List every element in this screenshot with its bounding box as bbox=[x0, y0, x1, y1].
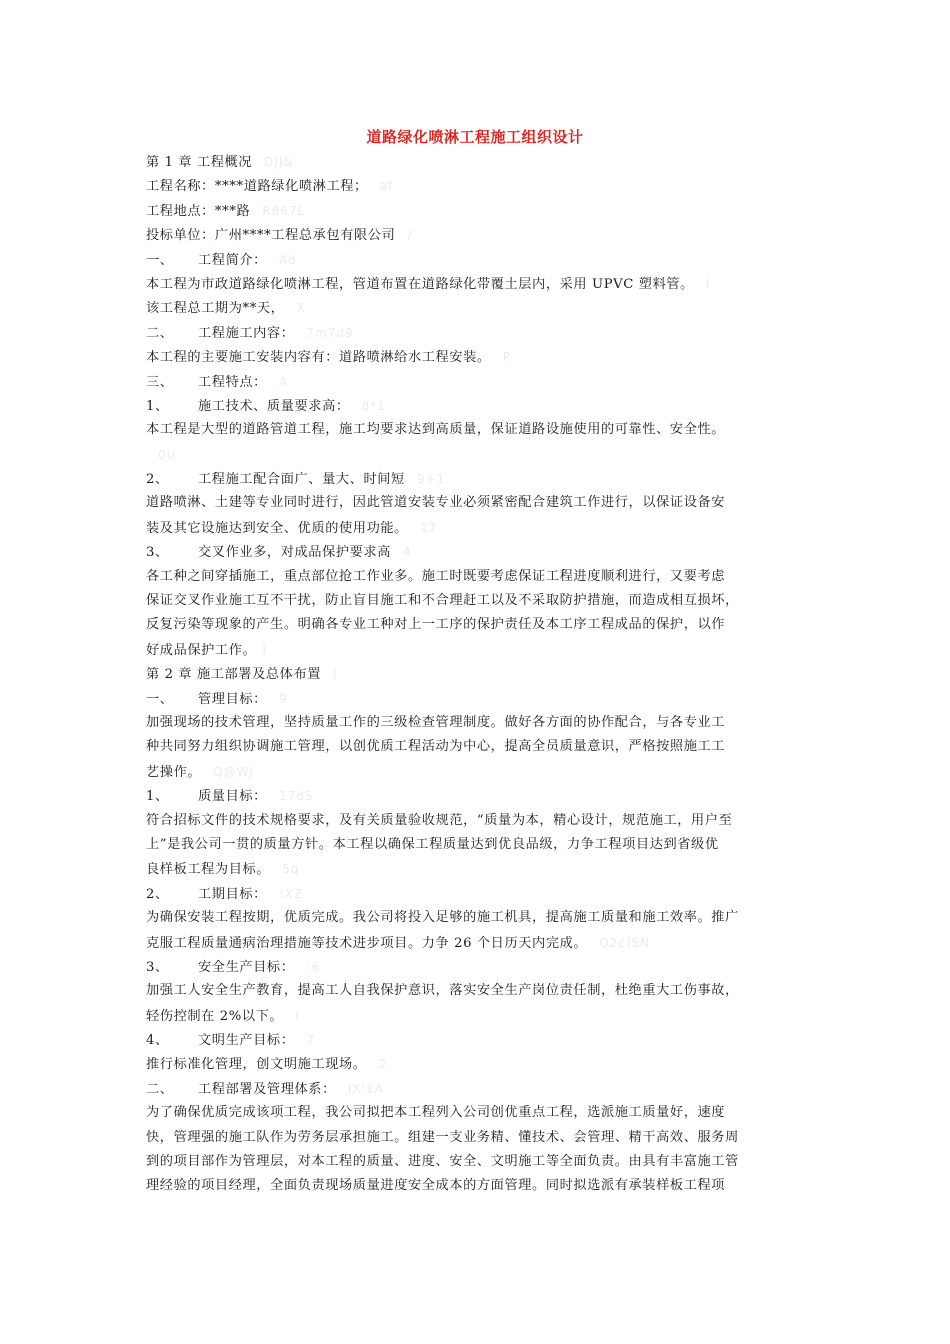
text-line bbox=[146, 1101, 810, 1125]
line-text: 投标单位：广州****工程总承包有限公司 bbox=[146, 228, 396, 244]
line-text: 加强工人安全生产教育，提高工人自我保护意识，落实安全生产岗位责任制，杜绝重大工伤事故， bbox=[146, 983, 739, 999]
text-line bbox=[146, 248, 810, 272]
faint-watermark-text: 4 bbox=[403, 545, 412, 560]
line-text: 符合招标文件的技术规格要求，及有关质量验收规范，“质量为本，精心设计，规范施工，用户至 bbox=[146, 812, 733, 828]
text-line bbox=[146, 613, 810, 637]
line-text: 交叉作业多，对成品保护要求高 bbox=[198, 545, 392, 561]
faint-watermark-text: P bbox=[502, 350, 511, 365]
faint-watermark-text: 17dS bbox=[278, 789, 314, 804]
text-line bbox=[146, 833, 810, 857]
text-line bbox=[146, 1150, 810, 1174]
item-number: 三、 bbox=[146, 374, 174, 390]
text-line bbox=[146, 443, 810, 467]
line-text: 反复污染等现象的产生。明确各专业工种对上一工序的保护责任及本工序工程成品的保护，以作 bbox=[146, 617, 726, 633]
faint-watermark-text: R867L bbox=[262, 203, 306, 218]
text-line bbox=[146, 857, 810, 881]
faint-watermark-text: :6 bbox=[306, 959, 321, 974]
text-line bbox=[146, 516, 810, 540]
text-line bbox=[146, 565, 810, 589]
item-number: 2、 bbox=[146, 886, 169, 902]
faint-watermark-text: Q@WJ bbox=[213, 764, 255, 779]
faint-watermark-text: 9 bbox=[278, 691, 288, 706]
item-number: 1、 bbox=[146, 398, 169, 414]
line-text: 好成品保护工作。 bbox=[146, 642, 250, 658]
line-text: 加强现场的技术管理，坚持质量工作的三级检查管理制度。做好各方面的协作配合，与各专业工 bbox=[146, 714, 726, 730]
faint-watermark-text: af bbox=[379, 179, 394, 194]
line-text: 上”是我公司一贯的质量方针。本工程以确保工程质量达到优良品级，力争工程项目达到省级优 bbox=[146, 836, 719, 852]
item-number: 二、 bbox=[146, 1081, 174, 1097]
text-line bbox=[146, 638, 810, 662]
text-line bbox=[146, 540, 810, 564]
line-text: 为了确保优质完成该项工程，我公司拟把本工程列入公司创优重点工程，选派施工质量好，速度 bbox=[146, 1105, 726, 1121]
text-line bbox=[146, 809, 810, 833]
item-number: 2、 bbox=[146, 472, 169, 488]
line-text: 装及其它设施达到安全、优质的使用功能。 bbox=[146, 520, 408, 536]
faint-watermark-text: Ad bbox=[278, 252, 297, 267]
text-line bbox=[146, 760, 810, 784]
text-line bbox=[146, 589, 810, 613]
line-text: 道路喷淋、土建等专业同时进行，因此管道安装专业必须紧密配合建筑工作进行，以保证设备安 bbox=[146, 495, 726, 511]
faint-watermark-text: ) bbox=[261, 642, 268, 657]
faint-watermark-text: DJJ& bbox=[264, 155, 294, 169]
faint-watermark-text: 9+1 bbox=[416, 472, 446, 487]
line-text: 工程施工内容： bbox=[198, 325, 295, 341]
text-line bbox=[146, 1174, 810, 1198]
faint-watermark-text: 7 bbox=[306, 1033, 316, 1048]
line-text: 工程简介： bbox=[198, 252, 267, 268]
line-text: 工程名称：****道路绿化喷淋工程； bbox=[146, 179, 368, 195]
faint-watermark-text: 17 bbox=[419, 520, 438, 535]
text-line bbox=[146, 1028, 810, 1052]
text-line bbox=[146, 272, 810, 296]
document-title: 道路绿化喷淋工程施工组织设计 bbox=[366, 128, 584, 146]
faint-watermark-text: I bbox=[295, 1008, 300, 1023]
item-number: 二、 bbox=[146, 325, 174, 341]
text-line bbox=[146, 370, 810, 394]
item-number: 1、 bbox=[146, 789, 169, 805]
line-text: 工程施工配合面广、量大、时间短 bbox=[198, 472, 405, 488]
faint-watermark-text: X bbox=[296, 301, 306, 316]
text-line bbox=[146, 467, 810, 491]
text-line bbox=[146, 735, 810, 759]
line-text: 轻伤控制在 2%以下。 bbox=[146, 1008, 284, 1024]
faint-watermark-text: IX'1A bbox=[347, 1081, 384, 1096]
line-text: 施工技术、质量要求高： bbox=[198, 398, 350, 414]
text-line bbox=[146, 882, 810, 906]
line-text: 文明生产目标： bbox=[198, 1033, 295, 1049]
text-line bbox=[146, 931, 810, 955]
line-text: 第 2 章 施工部署及总体布置 bbox=[146, 667, 322, 683]
faint-watermark-text: 5q bbox=[282, 862, 300, 877]
text-line bbox=[146, 345, 810, 369]
faint-watermark-text: A bbox=[278, 374, 289, 389]
text-line bbox=[146, 906, 810, 930]
text-line bbox=[146, 394, 810, 418]
document-body bbox=[146, 150, 810, 1199]
text-line bbox=[146, 955, 810, 979]
faint-watermark-text: Q2c]SN bbox=[599, 935, 651, 950]
line-text: 安全生产目标： bbox=[198, 959, 295, 975]
line-text: 理经验的项目经理，全面负责现场质量进度安全成本的方面管理。同时拟选派有承装样板工程项 bbox=[146, 1178, 726, 1194]
faint-watermark-text: J bbox=[333, 667, 338, 682]
text-line bbox=[146, 979, 810, 1003]
item-number: 一、 bbox=[146, 691, 174, 707]
faint-watermark-text: I bbox=[705, 276, 711, 291]
line-text: 质量目标： bbox=[198, 789, 267, 805]
line-text: 管理目标： bbox=[198, 691, 267, 707]
line-text: 工程特点： bbox=[198, 374, 267, 390]
text-line bbox=[146, 662, 810, 686]
text-line bbox=[146, 321, 810, 345]
line-text: 本工程的主要施工安装内容有：道路喷淋给水工程安装。 bbox=[146, 350, 491, 366]
line-text: 工程地点：***路 bbox=[146, 203, 251, 219]
item-number: 3、 bbox=[146, 959, 169, 975]
text-line bbox=[146, 1004, 810, 1028]
text-line bbox=[146, 711, 810, 735]
text-line bbox=[146, 491, 810, 515]
text-line bbox=[146, 150, 810, 174]
faint-watermark-text: 7m7d9 bbox=[306, 325, 354, 340]
line-text: 工期目标： bbox=[198, 886, 267, 902]
line-text: 工程部署及管理体系： bbox=[198, 1081, 336, 1097]
text-line bbox=[146, 784, 810, 808]
faint-watermark-text: 2 bbox=[378, 1057, 388, 1072]
text-line bbox=[146, 1077, 810, 1101]
line-text: 到的项目部作为管理层，对本工程的质量、进度、安全、文明施工等全面负责。由具有丰富施工管 bbox=[146, 1154, 739, 1170]
line-text: 各工种之间穿插施工，重点部位抢工作业多。施工时既要考虑保证工程进度顺利进行，又要考虑 bbox=[146, 568, 726, 584]
line-text: 本工程为市政道路绿化喷淋工程，管道布置在道路绿化带覆土层内，采用 UPVC 塑料管。 bbox=[146, 276, 694, 292]
item-number: 一、 bbox=[146, 252, 174, 268]
faint-watermark-text: 8*1 bbox=[361, 398, 386, 413]
item-number: 4、 bbox=[146, 1033, 169, 1049]
faint-watermark-text: / bbox=[407, 228, 413, 243]
text-line bbox=[146, 199, 810, 223]
text-line bbox=[146, 1126, 810, 1150]
line-text: 克服工程质量通病治理措施等技术进步项目。力争 26 个日历天内完成。 bbox=[146, 935, 588, 951]
line-text: 本工程是大型的道路管道工程，施工均要求达到高质量，保证道路设施使用的可靠性、安全性。 bbox=[146, 422, 726, 438]
line-text: 推行标准化管理，创文明施工现场。 bbox=[146, 1057, 367, 1073]
line-text: 快，管理强的施工队作为劳务层承担施工。组建一支业务精、懂技术、会管理、精干高效、服务周 bbox=[146, 1129, 739, 1145]
line-text: 为确保安装工程按期，优质完成。我公司将投入足够的施工机具，提高施工质量和施工效率。推广 bbox=[146, 910, 739, 926]
faint-watermark-text: 0U bbox=[158, 447, 177, 462]
line-text: 艺操作。 bbox=[146, 764, 202, 780]
item-number: 3、 bbox=[146, 545, 169, 561]
faint-watermark-text: !XZ bbox=[278, 886, 304, 901]
text-line bbox=[146, 687, 810, 711]
text-line bbox=[146, 418, 810, 442]
line-text: 第 1 章 工程概况 bbox=[146, 155, 253, 170]
text-line bbox=[146, 223, 810, 247]
line-text: 良样板工程为目标。 bbox=[146, 862, 271, 878]
line-text: 该工程总工期为**天， bbox=[146, 301, 285, 317]
line-text: 种共同努力组织协调施工管理，以创优质工程活动为中心，提高全员质量意识，严格按照施工工 bbox=[146, 739, 726, 755]
line-text: 保证交叉作业施工互不干扰，防止盲目施工和不合理赶工以及不采取防护措施，而造成相互损坏， bbox=[146, 593, 739, 609]
text-line bbox=[146, 1052, 810, 1076]
text-line bbox=[146, 174, 810, 198]
text-line bbox=[146, 296, 810, 320]
